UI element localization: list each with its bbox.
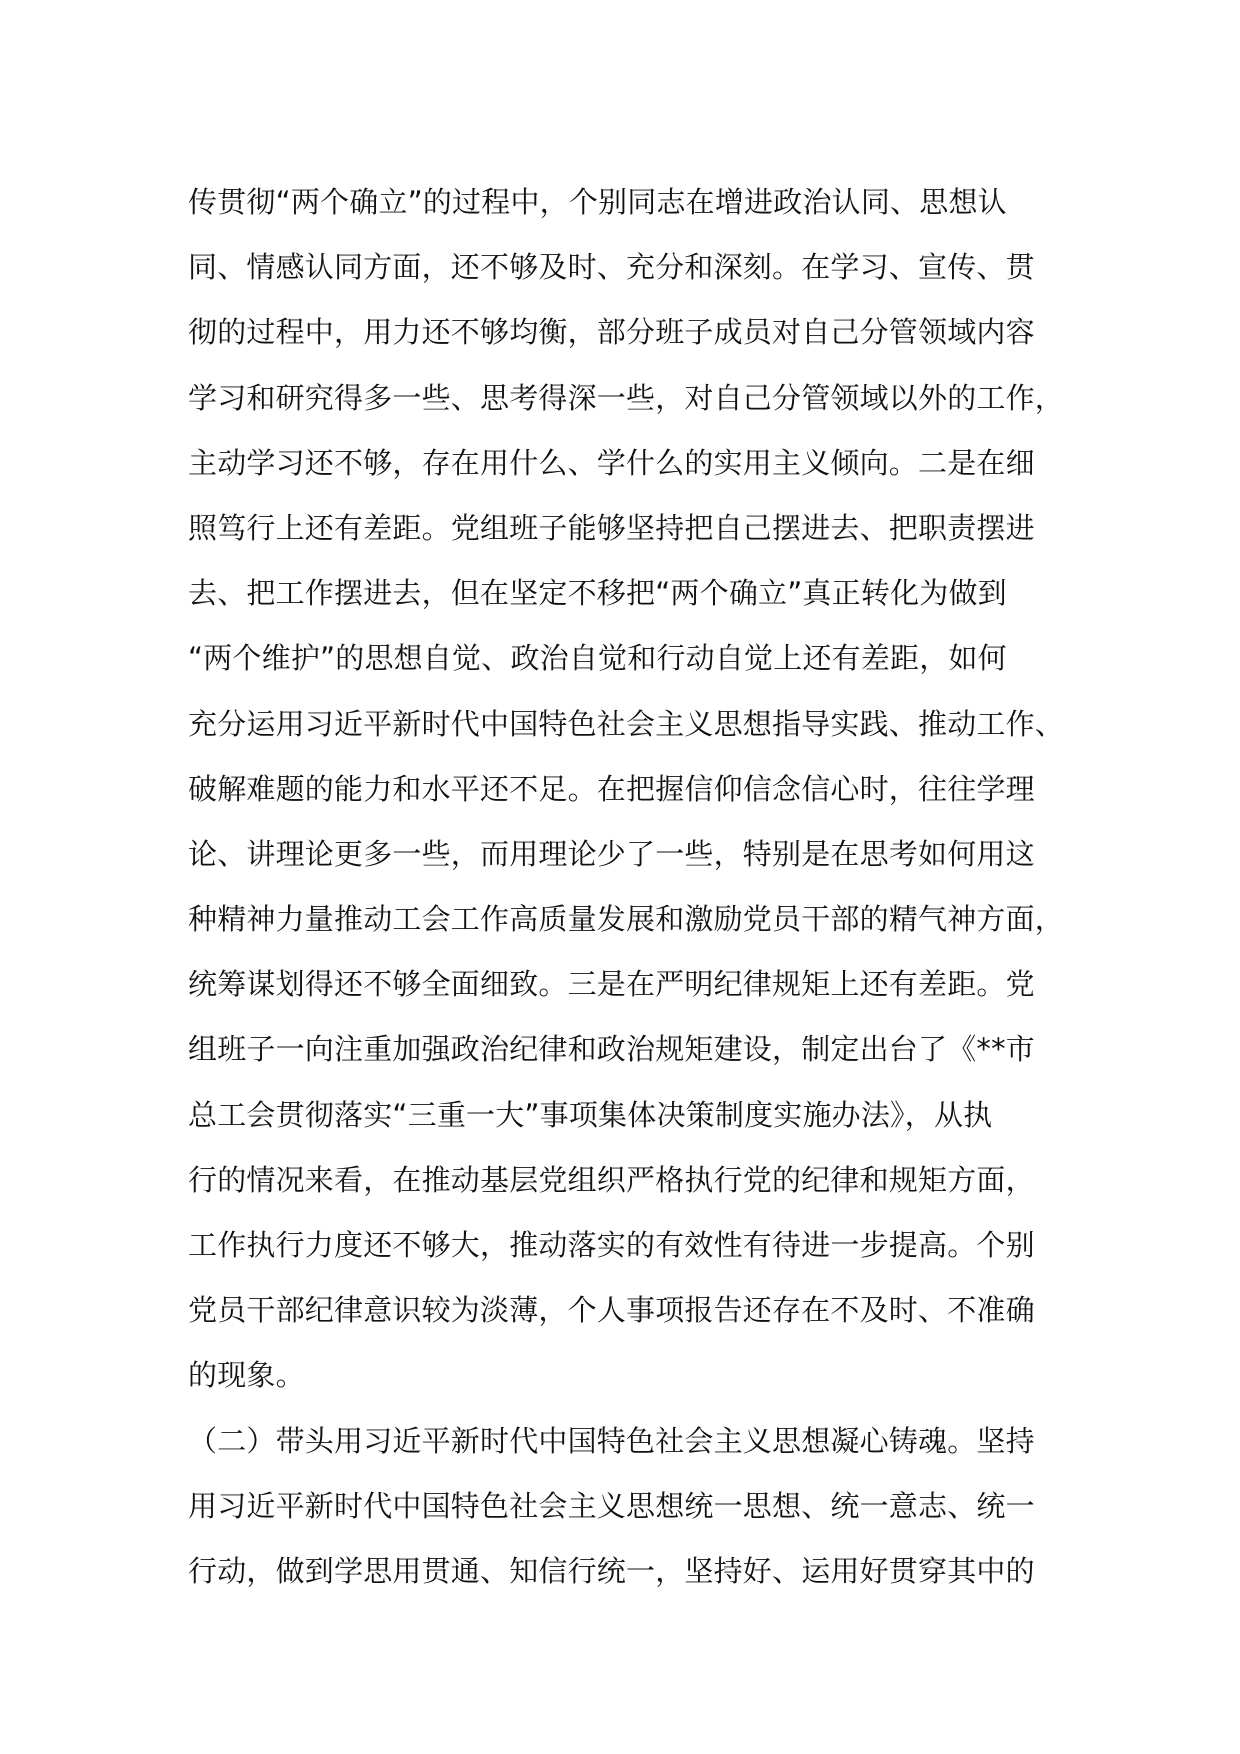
text-line: 彻的过程中，用力还不够均衡，部分班子成员对自己分管领域内容 bbox=[188, 315, 1035, 350]
text-line: 破解难题的能力和水平还不足。在把握信仰信念信心时，往往学理 bbox=[188, 771, 1035, 806]
text-line: “两个维护”的思想自觉、政治自觉和行动自觉上还有差距，如何 bbox=[188, 641, 1007, 676]
text-line: 去、把工作摆进去，但在坚定不移把“两个确立”真正转化为做到 bbox=[188, 576, 1007, 611]
text-line: 工作执行力度还不够大，推动落实的有效性有待进一步提高。个别 bbox=[188, 1228, 1035, 1262]
text-line: 行动，做到学思用贯通、知信行统一，坚持好、运用好贯穿其中的 bbox=[188, 1553, 1035, 1588]
body-text bbox=[188, 170, 1088, 1604]
text-line: 主动学习还不够，存在用什么、学什么的实用主义倾向。二是在细 bbox=[188, 445, 1035, 480]
text-line: 行的情况来看，在推动基层党组织严格执行党的纪律和规矩方面， bbox=[188, 1162, 1035, 1197]
text-line: 论、讲理论更多一些，而用理论少了一些，特别是在思考如何用这 bbox=[188, 836, 1035, 871]
text-line: 充分运用习近平新时代中国特色社会主义思想指导实践、推动工作、 bbox=[188, 706, 1065, 741]
text-line: 学习和研究得多一些、思考得深一些，对自己分管领域以外的工作， bbox=[188, 380, 1065, 415]
section-heading-line: （二）带头用习近平新时代中国特色社会主义思想凝心铸魂。坚持 bbox=[188, 1423, 1035, 1458]
text-line: 统筹谋划得还不够全面细致。三是在严明纪律规矩上还有差距。党 bbox=[188, 967, 1035, 1002]
text-line: 党员干部纪律意识较为淡薄，个人事项报告还存在不及时、不准确 bbox=[188, 1293, 1035, 1328]
text-line: 同、情感认同方面，还不够及时、充分和深刻。在学习、宣传、贯 bbox=[188, 250, 1035, 285]
text-line: 传贯彻“两个确立”的过程中，个别同志在增进政治认同、思想认 bbox=[188, 185, 1007, 219]
text-line: 照笃行上还有差距。党组班子能够坚持把自己摆进去、把职责摆进 bbox=[188, 510, 1035, 545]
text-line: 种精神力量推动工会工作高质量发展和激励党员干部的精气神方面， bbox=[188, 902, 1065, 937]
text-line: 的现象。 bbox=[188, 1358, 305, 1393]
text-line: 总工会贯彻落实“三重一大”事项集体决策制度实施办法》，从执 bbox=[188, 1097, 993, 1132]
text-line: 组班子一向注重加强政治纪律和政治规矩建设，制定出台了《**市 bbox=[188, 1032, 1036, 1067]
text-line: 用习近平新时代中国特色社会主义思想统一思想、统一意志、统一 bbox=[188, 1488, 1035, 1523]
